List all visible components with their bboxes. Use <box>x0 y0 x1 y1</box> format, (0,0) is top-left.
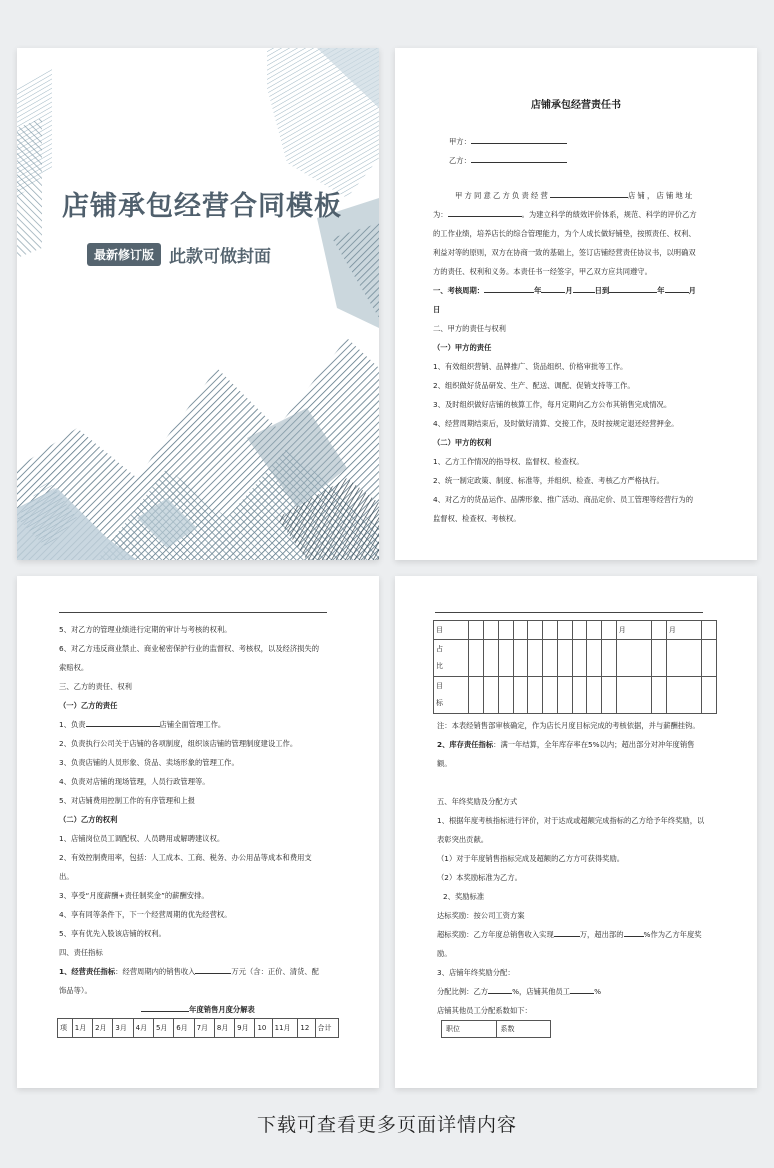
body-line: 5、享有优先入股该店铺的权利。 <box>59 929 166 938</box>
table-cell: 8月 <box>214 1019 234 1038</box>
body-line: 超标奖励：乙方年度总销售收入实现 <box>437 930 554 939</box>
table-cell: 9月 <box>235 1019 255 1038</box>
body-line: 1、根据年度考核指标进行评价，对于达成或超额完成指标的乙方给予年终奖励，以 <box>437 816 705 825</box>
body-line: 表彰突出贡献。 <box>437 835 489 844</box>
table-cell <box>601 640 616 677</box>
subsection-heading: （一）甲方的责任 <box>433 343 492 352</box>
table-cell <box>528 677 543 714</box>
body-line: 达标奖励：按公司工资方案 <box>437 911 525 920</box>
body-line: % <box>594 987 602 996</box>
table-cell <box>601 677 616 714</box>
body-line: 1、有效组织营销、品牌推广、货品组织、价格审批等工作。 <box>433 362 628 371</box>
table-cell: 5月 <box>153 1019 173 1038</box>
body-line: 2、负责执行公司关于店铺的各项制度，组织该店铺的管理制度建设工作。 <box>59 739 298 748</box>
cover-note: 此款可做封面 <box>169 247 272 267</box>
table-cell <box>469 621 484 640</box>
table-cell <box>469 640 484 677</box>
body-line: 5、对乙方的管理业绩进行定期的审计与考核的权利。 <box>59 625 232 634</box>
table-cell: 职位 <box>442 1021 497 1038</box>
table-cell <box>572 640 587 677</box>
table-cell <box>652 640 667 677</box>
table-cell: 占 比 <box>434 640 469 677</box>
subsection-heading: （一）乙方的责任 <box>59 701 118 710</box>
body-line: 监督权、检查权、考核权。 <box>433 514 521 523</box>
table-cell: 系数 <box>496 1021 551 1038</box>
table-cell <box>484 640 499 677</box>
document-page-4 <box>395 576 757 1088</box>
subsection-heading: （二）乙方的权利 <box>59 815 118 824</box>
cover-subtitle <box>87 242 271 267</box>
table-cell <box>484 621 499 640</box>
body-line: 2、统一制定政策、制度、标准等，并组织、检查、考核乙方严格执行。 <box>433 476 664 485</box>
monthly-breakdown-table <box>57 1018 339 1038</box>
table-cell: 目 标 <box>434 677 469 714</box>
body-line: 6、对乙方违反商业禁止、商业秘密保护行业的监督权、考核权，以及经济损失的 <box>59 644 320 653</box>
body-line: 店铺全面管理工作。 <box>159 720 226 729</box>
party-fields <box>449 132 567 170</box>
table-cell <box>513 640 528 677</box>
table-cell <box>557 621 572 640</box>
body-line: 饰品等）。 <box>59 986 92 995</box>
table-row <box>58 1019 339 1038</box>
table-cell <box>513 677 528 714</box>
table-cell <box>513 621 528 640</box>
table-cell <box>557 640 572 677</box>
table-cell: 月 <box>616 621 651 640</box>
party-b-label: 乙方： <box>449 156 471 165</box>
table-cell: 10 <box>255 1019 272 1038</box>
body-line: 索赔权。 <box>59 663 89 672</box>
table-cell <box>543 677 558 714</box>
revision-badge: 最新修订版 <box>87 243 161 266</box>
table-cell <box>652 677 667 714</box>
body-line: 3、店铺年终奖励分配： <box>437 968 515 977</box>
body-line: 4、对乙方的货品运作、品牌形象、推广活动、商品定价、员工管理等经营行为的 <box>433 495 694 504</box>
cover-page <box>17 48 379 560</box>
table-cell <box>557 677 572 714</box>
table-row <box>434 621 717 640</box>
body-line: ：满一年结算，全年库存率在5%以内；超出部分对冲年度销售 <box>493 740 695 749</box>
table-cell: 11月 <box>272 1019 298 1038</box>
table-cell <box>498 621 513 640</box>
body-line: 的工作业绩，培养店长的综合管理能力，为个人成长做好铺垫，按照责任、权利、 <box>433 229 696 238</box>
body-line: 3、负责店铺的人员形象、货品、卖场形象的管理工作。 <box>59 758 239 767</box>
table-caption <box>17 1000 379 1019</box>
table-cell: 7月 <box>194 1019 214 1038</box>
body-line: 店铺其他员工分配系数如下： <box>437 1006 532 1015</box>
body-line: 额。 <box>437 759 452 768</box>
table-cell <box>484 677 499 714</box>
body-line: 甲方同意乙方负责经营 <box>455 191 550 200</box>
table-cell <box>587 640 602 677</box>
section-heading: 五、年终奖励及分配方式 <box>437 797 518 806</box>
table-cell <box>616 677 651 714</box>
table-cell <box>543 640 558 677</box>
body-line: 1、店铺岗位员工调配权、人员聘用或解聘建议权。 <box>59 834 225 843</box>
body-line: 店铺，店铺地址 <box>627 191 695 200</box>
body-line: 3、及时组织做好店铺的核算工作，每月定期向乙方公布其销售完成情况。 <box>433 400 672 409</box>
table-row <box>442 1021 551 1038</box>
assessment-period: 一、考核周期： 年 月 日到 年 月 <box>433 286 696 295</box>
table-cell: 目 <box>434 621 469 640</box>
table-cell: 项 <box>58 1019 73 1038</box>
body-line: 1、乙方工作情况的指导权、监督权、检查权。 <box>433 457 584 466</box>
header-rule <box>59 612 327 613</box>
body-line: 2、库存责任指标 <box>437 740 494 749</box>
section-heading: 二、甲方的责任与权利 <box>433 324 506 333</box>
body-line: 4、享有同等条件下，下一个经营周期的优先经营权。 <box>59 910 232 919</box>
table-cell <box>652 621 667 640</box>
body-line: 出。 <box>59 872 74 881</box>
document-page-3 <box>17 576 379 1088</box>
body-line: 万元（含：正价、清货、配 <box>231 967 319 976</box>
body-line: 2、有效控制费用率，包括：人工成本、工商、税务、办公用品等成本和费用支 <box>59 853 312 862</box>
table-cell <box>469 677 484 714</box>
body-line: （1）对于年度销售指标完成及超额的乙方方可获得奖励。 <box>437 854 625 863</box>
table-caption-text: 年度销售月度分解表 <box>189 1005 255 1014</box>
body-line: 3、享受“月度薪酬+责任制奖金”的薪酬安排。 <box>59 891 209 900</box>
table-cell <box>666 677 701 714</box>
body-line: 利益对等的原则，双方在协商一致的基础上，签订店铺经营责任协议书，以明确双 <box>433 248 696 257</box>
body-line: 注：本表经销售部审核确定，作为店长月度目标完成的考核依据，并与薪酬挂钩。 <box>437 721 700 730</box>
table-cell <box>702 640 717 677</box>
body-line: 4、经营周期结束后，及时做好清算、交接工作，及时按规定退还经营押金。 <box>433 419 679 428</box>
table-cell <box>528 621 543 640</box>
body-line: 励。 <box>437 949 452 958</box>
body-line: 1、负责 <box>59 720 86 729</box>
page2-body <box>433 186 723 528</box>
table-cell <box>616 640 651 677</box>
table-cell: 4月 <box>133 1019 153 1038</box>
table-cell <box>587 621 602 640</box>
table-row <box>434 677 717 714</box>
body-line: 2、奖励标准 <box>443 892 485 901</box>
table-cell <box>543 621 558 640</box>
document-title: 店铺承包经营责任书 <box>531 100 621 111</box>
table-cell: 合计 <box>315 1019 338 1038</box>
body-line: 4、负责对店铺的现场管理，人员行政管理等。 <box>59 777 210 786</box>
body-line: 万，超出部的 <box>579 930 624 939</box>
section-heading: 四、责任指标 <box>59 948 103 957</box>
table-cell <box>587 677 602 714</box>
body-line: %，店铺其他员工 <box>512 987 571 996</box>
table-cell: 月 <box>666 621 701 640</box>
body-line: 为： <box>433 210 448 219</box>
table-cell <box>601 621 616 640</box>
body-line: 5、对店铺费用控制工作的有序管理和上报 <box>59 796 195 805</box>
body-line: 。为建立科学的绩效评价体系，规范、科学的评价乙方 <box>521 210 697 219</box>
body-line: （2）本奖励标准为乙方。 <box>437 873 522 882</box>
table-cell: 12 <box>298 1019 315 1038</box>
footer-caption: 下载可查看更多页面详情内容 <box>256 1114 517 1136</box>
body-line: %作为乙方年度奖 <box>643 930 702 939</box>
table-cell: 6月 <box>174 1019 194 1038</box>
table-cell: 2月 <box>93 1019 113 1038</box>
table-cell <box>498 640 513 677</box>
page4-body <box>437 716 737 1020</box>
subsection-heading: （二）甲方的权利 <box>433 438 492 447</box>
cover-geometric-artwork <box>17 48 379 560</box>
section-heading: 三、乙方的责任、权利 <box>59 682 132 691</box>
document-page-2 <box>395 48 757 560</box>
target-table <box>433 620 717 714</box>
table-cell <box>572 677 587 714</box>
table-cell: 3月 <box>113 1019 133 1038</box>
body-line: 2、组织做好货品研发、生产、配送、调配、促销支持等工作。 <box>433 381 635 390</box>
body-line: 日 <box>433 305 441 314</box>
table-cell: 1月 <box>72 1019 92 1038</box>
table-row <box>434 640 717 677</box>
body-line: 分配比例：乙方 <box>437 987 489 996</box>
header-rule <box>435 612 703 613</box>
party-a-label: 甲方： <box>449 137 471 146</box>
table-cell <box>702 621 717 640</box>
table-cell <box>666 640 701 677</box>
cover-title: 店铺承包经营合同模板 <box>62 191 342 222</box>
table-cell <box>572 621 587 640</box>
allocation-table <box>441 1020 551 1038</box>
body-line: ：经营周期内的销售收入 <box>115 967 196 976</box>
table-cell <box>528 640 543 677</box>
body-line: 方的责任、权利和义务。本责任书一经签字，甲乙双方应共同遵守。 <box>433 267 652 276</box>
table-cell <box>702 677 717 714</box>
table-cell <box>498 677 513 714</box>
page3-body <box>59 620 349 1000</box>
body-line: 1、经营责任指标 <box>59 967 116 976</box>
